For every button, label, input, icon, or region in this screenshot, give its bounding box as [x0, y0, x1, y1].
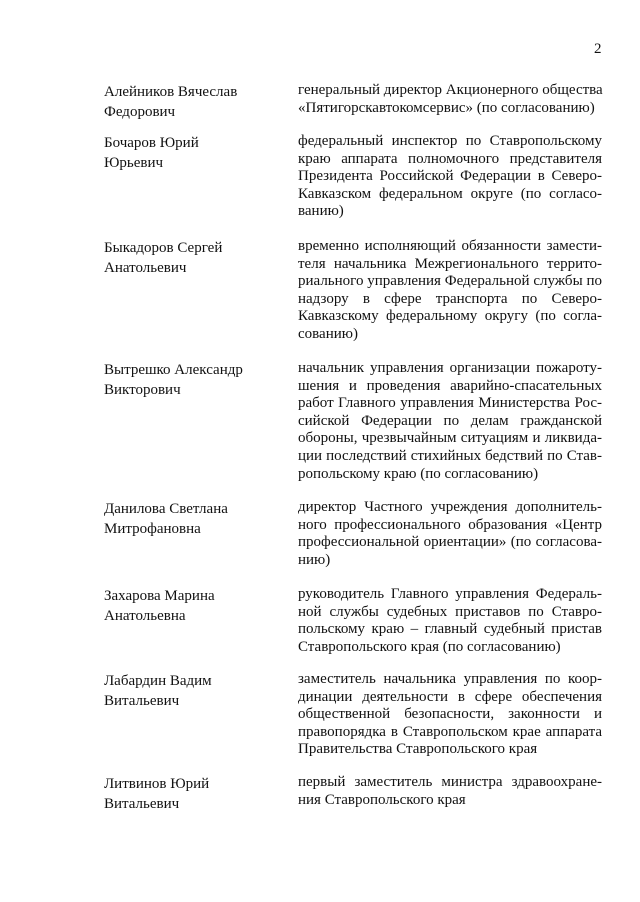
member-position-line: ванию): [298, 203, 344, 220]
member-name-line: Витальевич: [104, 796, 180, 812]
member-position-line: динации деятельности в сфере обеспечения: [298, 688, 602, 705]
member-position-line: ции последствий стихийных бедствий по Став-: [298, 447, 602, 464]
member-name-line: Митрофановна: [104, 521, 201, 537]
member-position-line: ропольскому краю (по согласованию): [298, 465, 539, 482]
member-name: [104, 671, 289, 711]
member-name-line: Вытрешко Александр: [104, 362, 243, 378]
member-position-line: заместитель начальника управления по коор-: [298, 671, 602, 687]
member-position-line: Правительства Ставропольского края: [298, 741, 538, 758]
member-position-line: Кавказском федеральном округе (по согласо-: [298, 185, 602, 202]
member-position-line: директор Частного учреждения дополнитель-: [298, 499, 602, 515]
member-position: [298, 133, 602, 221]
member-position-line: общественной безопасности, законности и: [298, 706, 602, 723]
member-position: [298, 586, 602, 656]
member-position-line: шения и проведения аварийно-спасательных: [298, 377, 602, 394]
member-name-line: Викторович: [104, 382, 181, 398]
member-position: [298, 774, 602, 809]
member-position-line: первый заместитель министра здравоохране-: [298, 774, 602, 790]
member-position-line: Ставропольского края (по согласованию): [298, 638, 561, 655]
member-position: [298, 238, 602, 344]
member-name-line: Юрьевич: [104, 155, 164, 171]
member-position-line: ния Ставропольского края: [298, 791, 466, 808]
member-name-line: Захарова Марина: [104, 588, 215, 604]
member-position-line: риального управления Федеральной службы по: [298, 273, 602, 290]
member-position-line: Президента Российской Федерации в Северо-: [298, 168, 602, 185]
member-name: [104, 499, 289, 539]
member-position-line: руководитель Главного управления Федераль-: [298, 586, 602, 602]
member-position: [298, 499, 602, 569]
member-position-line: генеральный директор Акционерного общества: [298, 82, 603, 98]
member-position-line: начальник управления организации пожароту-: [298, 360, 602, 376]
member-name-line: Анатольевич: [104, 260, 187, 276]
member-name-line: Быкадоров Сергей: [104, 240, 223, 256]
member-position-line: работ Главного управления Министерства Рос-: [298, 395, 602, 412]
member-position-line: сийской Федерации по делам гражданской: [298, 412, 602, 429]
member-position-line: Кавказскому федеральному округу (по согла-: [298, 308, 602, 325]
member-position-line: ной службы судебных приставов по Ставро-: [298, 603, 602, 620]
member-position: [298, 360, 602, 483]
member-name: [104, 774, 289, 814]
member-position-line: сованию): [298, 325, 358, 342]
member-position-line: нию): [298, 551, 331, 568]
member-name-line: Федорович: [104, 104, 176, 120]
member-name-line: Бочаров Юрий: [104, 135, 199, 151]
member-name: [104, 82, 289, 122]
member-name-line: Витальевич: [104, 693, 180, 709]
member-position-line: краю аппарата полномочного представителя: [298, 150, 602, 167]
member-position-line: обороны, чрезвычайным ситуациям и ликвида-: [298, 430, 602, 447]
member-name: [104, 133, 289, 173]
member-position-line: «Пятигорскавтокомсервис» (по согласованию): [298, 99, 595, 116]
member-position-line: надзору в сфере транспорта по Северо-: [298, 290, 602, 307]
member-position-line: польскому краю – главный судебный пристав: [298, 621, 602, 638]
member-name-line: Анатольевна: [104, 608, 186, 624]
member-position-line: профессиональной ориентации» (по согласова-: [298, 534, 602, 551]
member-name-line: Алейников Вячеслав: [104, 84, 238, 100]
member-name-line: Лабардин Вадим: [104, 673, 212, 689]
page-number: 2: [594, 41, 602, 57]
member-name-line: Данилова Светлана: [104, 501, 228, 517]
member-position-line: ного профессионального образования «Центр: [298, 516, 602, 533]
member-position: [298, 671, 602, 759]
member-name-line: Литвинов Юрий: [104, 776, 210, 792]
member-position-line: федеральный инспектор по Ставропольскому: [298, 133, 602, 149]
member-position: [298, 82, 602, 117]
member-position-line: временно исполняющий обязанности замести-: [298, 238, 602, 254]
member-name: [104, 238, 289, 278]
member-name: [104, 360, 289, 400]
member-position-line: правопорядка в Ставропольском крае аппарата: [298, 723, 602, 740]
member-position-line: теля начальника Межрегионального террито-: [298, 255, 602, 272]
member-name: [104, 586, 289, 626]
